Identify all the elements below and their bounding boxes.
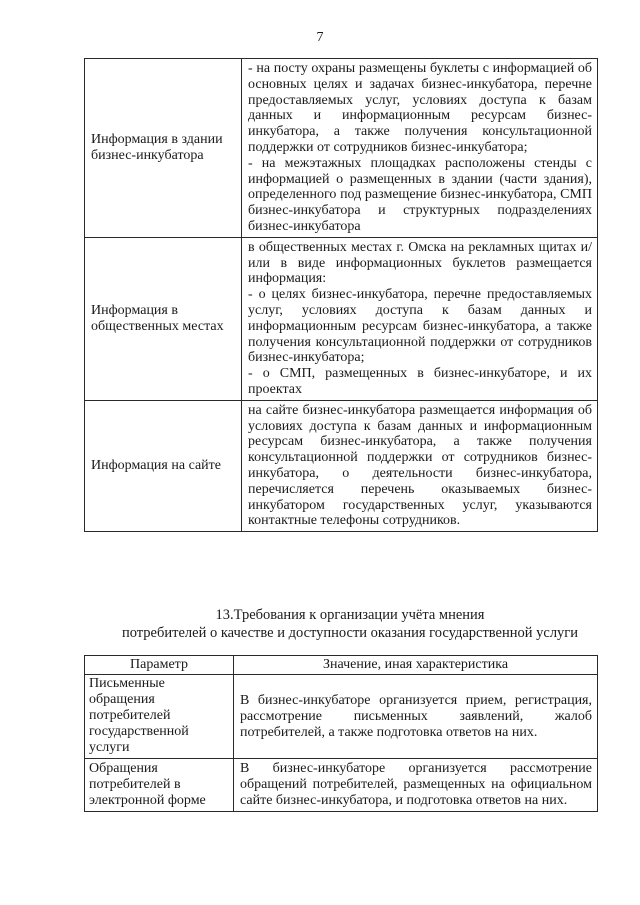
- parameter-cell: Обращения потребителей в электронной форме: [85, 759, 234, 812]
- column-header-value: Значение, иная характеристика: [234, 656, 598, 675]
- column-header-parameter: Параметр: [85, 656, 234, 675]
- paragraph: - о СМП, размещенных в бизнес-инкубаторе, и их проектах: [248, 366, 592, 397]
- page-number: 7: [316, 30, 324, 45]
- row-value: [242, 59, 598, 238]
- paragraph: на сайте бизнес-инкубатора размещается информация об условиях доступа к базам данных и информационным ресурсам бизнес-инкубатора, а также получения консультационной поддержки от сотрудников бизнес-инкубатора, о деятельности бизнес-инкубатора, перечисляется перечень оказываемых бизнес-инкубатором государственных услуг, указываются контактные телефоны сотрудников.: [248, 402, 592, 529]
- table-row: [85, 59, 598, 238]
- paragraph: в общественных местах г. Омска на рекламных щитах и/или в виде информационных буклетов размещается информация:: [248, 239, 592, 287]
- table-header-row: [85, 656, 598, 675]
- table-row: [85, 759, 598, 812]
- row-value: [242, 237, 598, 400]
- feedback-requirements-table: [84, 655, 598, 812]
- value-cell: В бизнес-инкубаторе организуется рассмотрение обращений потребителей, размещенных на официальном сайте бизнес-инкубатора, и подготовка ответов на них.: [234, 759, 598, 812]
- paragraph: - на посту охраны размещены буклеты с информацией об основных целях и задачах бизнес-инкубатора, перечне предоставляемых услуг, условиях доступа к базам данных и информационным ресурсам бизнес-инкубатора, а также получения консультационной поддержки от сотрудников бизнес-инкубатора;: [248, 61, 592, 155]
- parameter-cell: Письменные обращения потребителей государственной услуги: [85, 675, 234, 759]
- table-row: [85, 675, 598, 759]
- row-label: Информация в общественных местах: [85, 237, 242, 400]
- section-heading: [100, 606, 600, 642]
- value-cell: В бизнес-инкубаторе организуется прием, регистрация, рассмотрение письменных заявлений, жалоб потребителей, а также подготовка ответов на них.: [234, 675, 598, 759]
- info-placement-table: [84, 58, 598, 532]
- heading-line: 13.Требования к организации учёта мнения: [215, 607, 485, 623]
- heading-line: потребителей о качестве и доступности оказания государственной услуги: [121, 625, 579, 641]
- paragraph: - на межэтажных площадках расположены стенды с информацией о размещенных в здании (части здания), определенного под размещение бизнес-инкубатора, СМП бизнес-инкубатора и структурных подразделениях бизнес-инкубатора: [248, 155, 592, 234]
- table-row: [85, 237, 598, 400]
- row-value: [242, 400, 598, 531]
- row-label: Информация в здании бизнес-инкубатора: [85, 59, 242, 238]
- paragraph: - о целях бизнес-инкубатора, перечне предоставляемых услуг, условиях доступа к базам данных и информационным ресурсам бизнес-инкубатора, а также получения консультационной поддержки от сотрудников бизнес-инкубатора;: [248, 287, 592, 366]
- table-row: [85, 400, 598, 531]
- row-label: Информация на сайте: [85, 400, 242, 531]
